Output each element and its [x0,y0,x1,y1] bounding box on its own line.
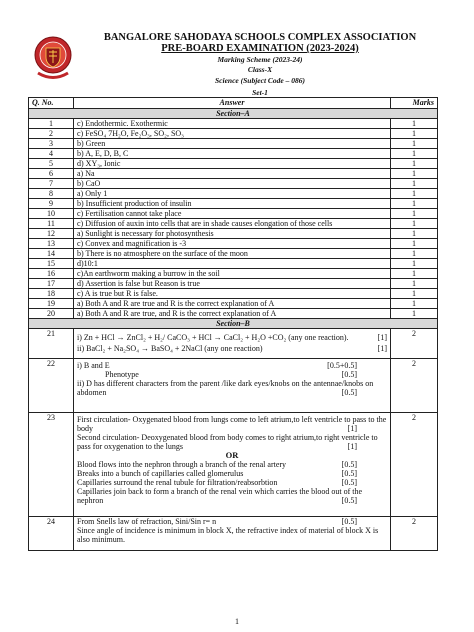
table-row [29,229,438,239]
qno-cell: 7 [29,179,74,189]
answer-line: Capillaries surround the renal tubule for filtration/reabsorbtion [0.5] [77,478,357,487]
answer-line: Breaks into a bunch of capillaries called glomerulus [0.5] [77,469,357,478]
line-marks: [0.5+0.5] [327,361,357,370]
qno-cell: 21 [29,329,74,359]
answer-cell: c) Convex and magnification is -3 [74,239,391,249]
answer-cell [74,329,391,359]
qno-cell: 18 [29,289,74,299]
table-row [29,119,438,129]
qno-cell: 14 [29,249,74,259]
answer-line: i) B and E [0.5+0.5] [77,361,357,370]
answer-cell: d) Assertion is false but Reason is true [74,279,391,289]
answer-cell: c) A is true but R is false. [74,289,391,299]
qno-cell: 17 [29,279,74,289]
table-row [29,149,438,159]
answer-cell: d) XY₃, Ionic [74,159,391,169]
line-marks: [0.5] [341,370,357,379]
section-a-rows [29,119,438,319]
table-row [29,289,438,299]
marks-cell: 1 [391,229,438,239]
marking-scheme-table [28,97,438,551]
line-marks: [1] [347,442,357,451]
answer-cell: b) Green [74,139,391,149]
marks-cell: 1 [391,159,438,169]
answer-cell: b) CaO [74,179,391,189]
answer-line: Blood flows into the nephron through a branch of the renal artery [0.5] [77,460,357,469]
answer-cell: c) Endothermic. Exothermic [74,119,391,129]
qno-cell: 11 [29,219,74,229]
answer-cell [74,517,391,551]
marks-cell: 1 [391,299,438,309]
table-row [29,249,438,259]
answer-line: ii) BaCl₂ + Na₂SO₄ → BaSO₄ + 2NaCl (any one reaction) [1] [77,344,387,353]
qno-cell: 12 [29,229,74,239]
table-row [29,159,438,169]
answer-line: Capillaries join back to form a branch of the renal vein which carries the blood out of the nephron [0.5] [77,487,363,505]
marks-cell: 2 [391,517,438,551]
qno-cell: 2 [29,129,74,139]
qno-cell: 4 [29,149,74,159]
answer-line: i) Zn + HCl → ZnCl₂ + H₂/ CaCO₃ + HCl → CaCl₂ + H₂O +CO₂ (any one reaction). [1] [77,333,387,342]
marks-cell: 2 [391,413,438,517]
answer-line: First circulation- Oxygenated blood from lungs come to left atrium,to left ventricle to pass to the body [1] [77,415,387,433]
marks-cell: 2 [391,329,438,359]
section-b-row [29,319,438,329]
table-row [29,259,438,269]
answer-cell: a) Both A and R are true, and R is the correct explanation of A [74,309,391,319]
table-row [29,413,438,517]
qno-cell: 5 [29,159,74,169]
answer-line: Second circulation- Deoxygenated blood from body comes to right atrium,to right ventricle to pass for oxygenation to the lungs [1] [77,433,378,451]
marks-cell: 1 [391,179,438,189]
answer-cell [74,413,391,517]
school-association-logo [34,36,72,84]
qno-cell: 6 [29,169,74,179]
answer-line: Phenotype [0.5] [105,370,357,379]
answer-cell: c) Diffusion of auxin into cells that are in shade causes elongation of those cells [74,219,391,229]
answer-cell: c) Fertilisation cannot take place [74,209,391,219]
answer-cell: a) Both A and R are true and R is the correct explanation of A [74,299,391,309]
qno-cell: 22 [29,359,74,413]
association-title: BANGALORE SAHODAYA SCHOOLS COMPLEX ASSOCIATION [103,32,417,43]
marks-cell: 1 [391,219,438,229]
marks-cell: 1 [391,239,438,249]
table-row [29,169,438,179]
qno-cell: 15 [29,259,74,269]
line-marks: [0.5] [341,460,357,469]
header-marks: Marks [391,98,438,109]
class-title: Class-X [247,65,273,74]
marks-cell: 1 [391,149,438,159]
line-marks: [0.5] [341,478,357,487]
table-row [29,279,438,289]
header-qno: Q. No. [29,98,74,109]
table-row [29,179,438,189]
qno-cell: 13 [29,239,74,249]
section-b-label: Section–B [29,319,438,329]
answer-cell: b) There is no atmosphere on the surface of the moon [74,249,391,259]
marks-cell: 1 [391,119,438,129]
table-row [29,219,438,229]
qno-cell: 9 [29,199,74,209]
line-marks: [1] [377,333,387,342]
marks-cell: 1 [391,189,438,199]
or-separator: OR [225,450,239,460]
marks-cell: 1 [391,259,438,269]
answer-cell: d)10:1 [74,259,391,269]
page-number: 1 [235,617,239,626]
table-row [29,299,438,309]
scheme-title: Marking Scheme (2023-24) [217,55,303,64]
table-header-row [29,98,438,109]
qno-cell: 24 [29,517,74,551]
section-a-row [29,109,438,119]
table-row [29,139,438,149]
table-row [29,329,438,359]
table-row [29,517,438,551]
answer-cell: b) Insufficient production of insulin [74,199,391,209]
line-marks: [0.5] [341,388,357,397]
table-row [29,129,438,139]
qno-cell: 20 [29,309,74,319]
line-marks: [1] [377,344,387,353]
line-marks: [0.5] [341,517,357,526]
answer-cell: c) FeSO₄ 7H₂O, Fe₂O₃, SO₂, SO₃ [74,129,391,139]
exam-title: PRE-BOARD EXAMINATION (2023-2024) [161,43,359,54]
qno-cell: 23 [29,413,74,517]
marks-cell: 1 [391,309,438,319]
subject-title: Science (Subject Code – 086) [215,76,305,85]
marks-cell: 1 [391,169,438,179]
qno-cell: 1 [29,119,74,129]
answer-cell: c)An earthworm making a burrow in the soil [74,269,391,279]
table-row [29,189,438,199]
answer-cell: a) Only 1 [74,189,391,199]
table-row [29,199,438,209]
marks-cell: 1 [391,139,438,149]
qno-cell: 10 [29,209,74,219]
header-answer: Answer [74,98,391,109]
answer-cell: b) A, E, D, B, C [74,149,391,159]
line-marks: [0.5] [341,496,357,505]
table-row [29,239,438,249]
table-row [29,359,438,413]
answer-cell [74,359,391,413]
marks-cell: 1 [391,269,438,279]
qno-cell: 16 [29,269,74,279]
line-marks: [0.5] [341,469,357,478]
qno-cell: 19 [29,299,74,309]
table-row [29,209,438,219]
marks-cell: 1 [391,199,438,209]
answer-line: ii) D has different characters from the parent /like dark eyes/knobs on the antennae/knobs on abdomen [0.5] [77,379,374,397]
qno-cell: 8 [29,189,74,199]
section-a-label: Section–A [29,109,438,119]
answer-line: Since angle of incidence is minimum in block X, the refractive index of material of block X is also minimum. [77,526,379,544]
answer-cell: a) Na [74,169,391,179]
table-row [29,309,438,319]
marks-cell: 1 [391,289,438,299]
marks-cell: 2 [391,359,438,413]
set-title: Set-1 [252,88,268,97]
marks-cell: 1 [391,279,438,289]
table-row [29,269,438,279]
answer-line: From Snells law of refraction, Sini/Sin r= n [0.5] [77,517,357,526]
marks-cell: 1 [391,249,438,259]
qno-cell: 3 [29,139,74,149]
marks-cell: 1 [391,209,438,219]
answer-cell: a) Sunlight is necessary for photosynthesis [74,229,391,239]
marks-cell: 1 [391,129,438,139]
line-marks: [1] [347,424,357,433]
